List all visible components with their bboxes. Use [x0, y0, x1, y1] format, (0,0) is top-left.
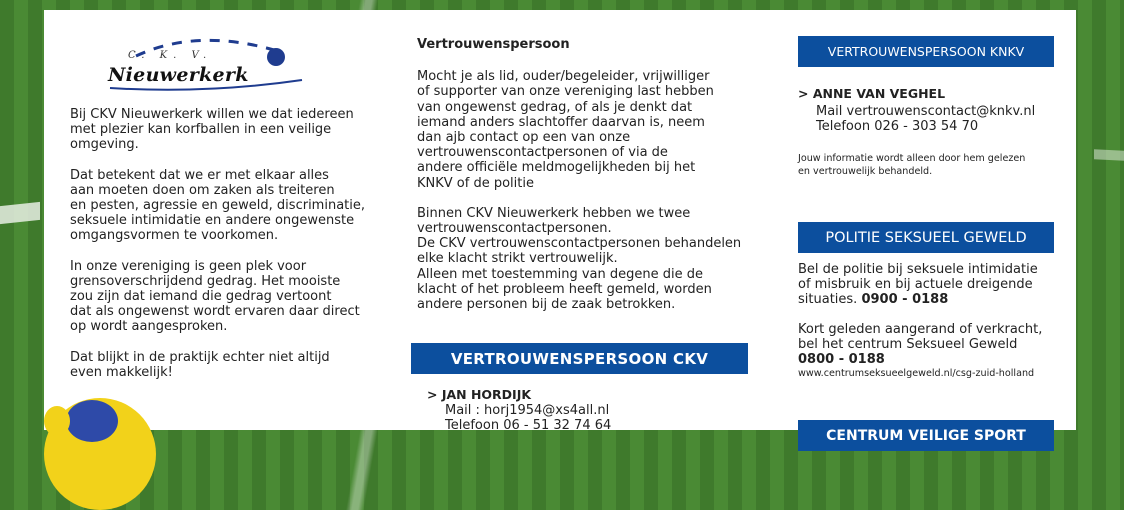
police-text-body: Bel de politie bij seksuele intimidatie of misbruik en bij actuele dreigende situaties.	[798, 262, 1038, 308]
vp-paragraph-2: Binnen CKV Nieuwerkerk hebben we twee vertrouwenscontactpersonen. De CKV vertrouwenscontactpersonen behandelen elke klacht strikt vertrouwelijk. Alleen met toestemming van degene die de klacht of het probleem heeft gemeld, worden andere personen bij de zaak betrokken.	[417, 205, 742, 313]
ckv-header-bar: VERTROUWENSPERSOON CKV	[411, 343, 748, 374]
knkv-header-bar: VERTROUWENSPERSOON KNKV	[798, 36, 1054, 67]
intro-paragraph-1: Bij CKV Nieuwerkerk willen we dat iedereen met plezier kan korfballen in een veilige omgeving.	[70, 107, 354, 153]
police-phone: 0900 - 0188	[861, 292, 949, 308]
vertrouwenspersoon-column	[417, 37, 747, 312]
veilige-sport-header-bar: CENTRUM VEILIGE SPORT	[798, 420, 1054, 451]
section-title: Vertrouwenspersoon	[417, 37, 570, 52]
centrum-phone: 0800 - 0188	[798, 352, 885, 368]
knkv-contact-name: > ANNE VAN VEGHEL	[798, 86, 946, 101]
intro-paragraph-2: Dat betekent dat we er met elkaar alles aan moeten doen om zaken als treiteren en pesten, agressie en geweld, discriminatie, seksuele intimidatie en andere ongewenste omgangsvormen te voorkomen.	[70, 167, 365, 244]
vp-paragraph-1: Mocht je als lid, ouder/begeleider, vrijwilliger of supporter van onze vereniging last hebben van ongewenst gedrag, of als je denkt dat iemand anders slachtoffer daarvan is, neem dan ajb contact op een van onze vertrouwenscontactpersonen of via de andere officiële meldmogelijkheden bij het KNKV of de politie	[417, 69, 714, 191]
intro-column	[70, 107, 370, 380]
centrum-text: Kort geleden aangerand of verkracht, bel het centrum Seksueel Geweld	[798, 321, 1043, 352]
field-line-right	[1094, 149, 1124, 161]
ckv-contact-mail[interactable]: Mail : horj1954@xs4all.nl	[445, 403, 610, 419]
knkv-contact-phone: Telefoon 026 - 303 54 70	[816, 119, 979, 135]
knkv-contact	[798, 86, 1058, 178]
logo-initials: C. K. V.	[128, 50, 213, 61]
police-header-bar: POLITIE SEKSUEEL GEWELD	[798, 222, 1054, 253]
club-logo	[106, 30, 306, 94]
police-text	[798, 262, 1058, 308]
knkv-contact-mail[interactable]: Mail vertrouwenscontact@knkv.nl	[816, 104, 1036, 120]
ckv-contact-phone: Telefoon 06 - 51 32 74 64	[445, 418, 612, 434]
centrum-url[interactable]: www.centrumseksueelgeweld.nl/csg-zuid-holland	[798, 368, 1035, 380]
korfball-image	[44, 398, 156, 510]
intro-paragraph-4: Dat blijkt in de praktijk echter niet altijd even makkelijk!	[70, 349, 330, 380]
intro-paragraph-3: In onze vereniging is geen plek voor grensoverschrijdend gedrag. Het mooiste zou zijn dat iemand die gedrag vertoont dat als ongewenst wordt ervaren daar direct op wordt aangesproken.	[70, 258, 360, 335]
logo-club-name: Nieuwerkerk	[108, 64, 249, 86]
content-page	[44, 10, 1076, 444]
field-line-left	[0, 202, 40, 224]
ckv-contact-name: > JAN HORDIJK	[427, 387, 532, 402]
knkv-note: Jouw informatie wordt alleen door hem gelezen en vertrouwelijk behandeld.	[798, 152, 1026, 177]
police-info	[798, 262, 1058, 380]
ckv-contact	[427, 387, 747, 434]
